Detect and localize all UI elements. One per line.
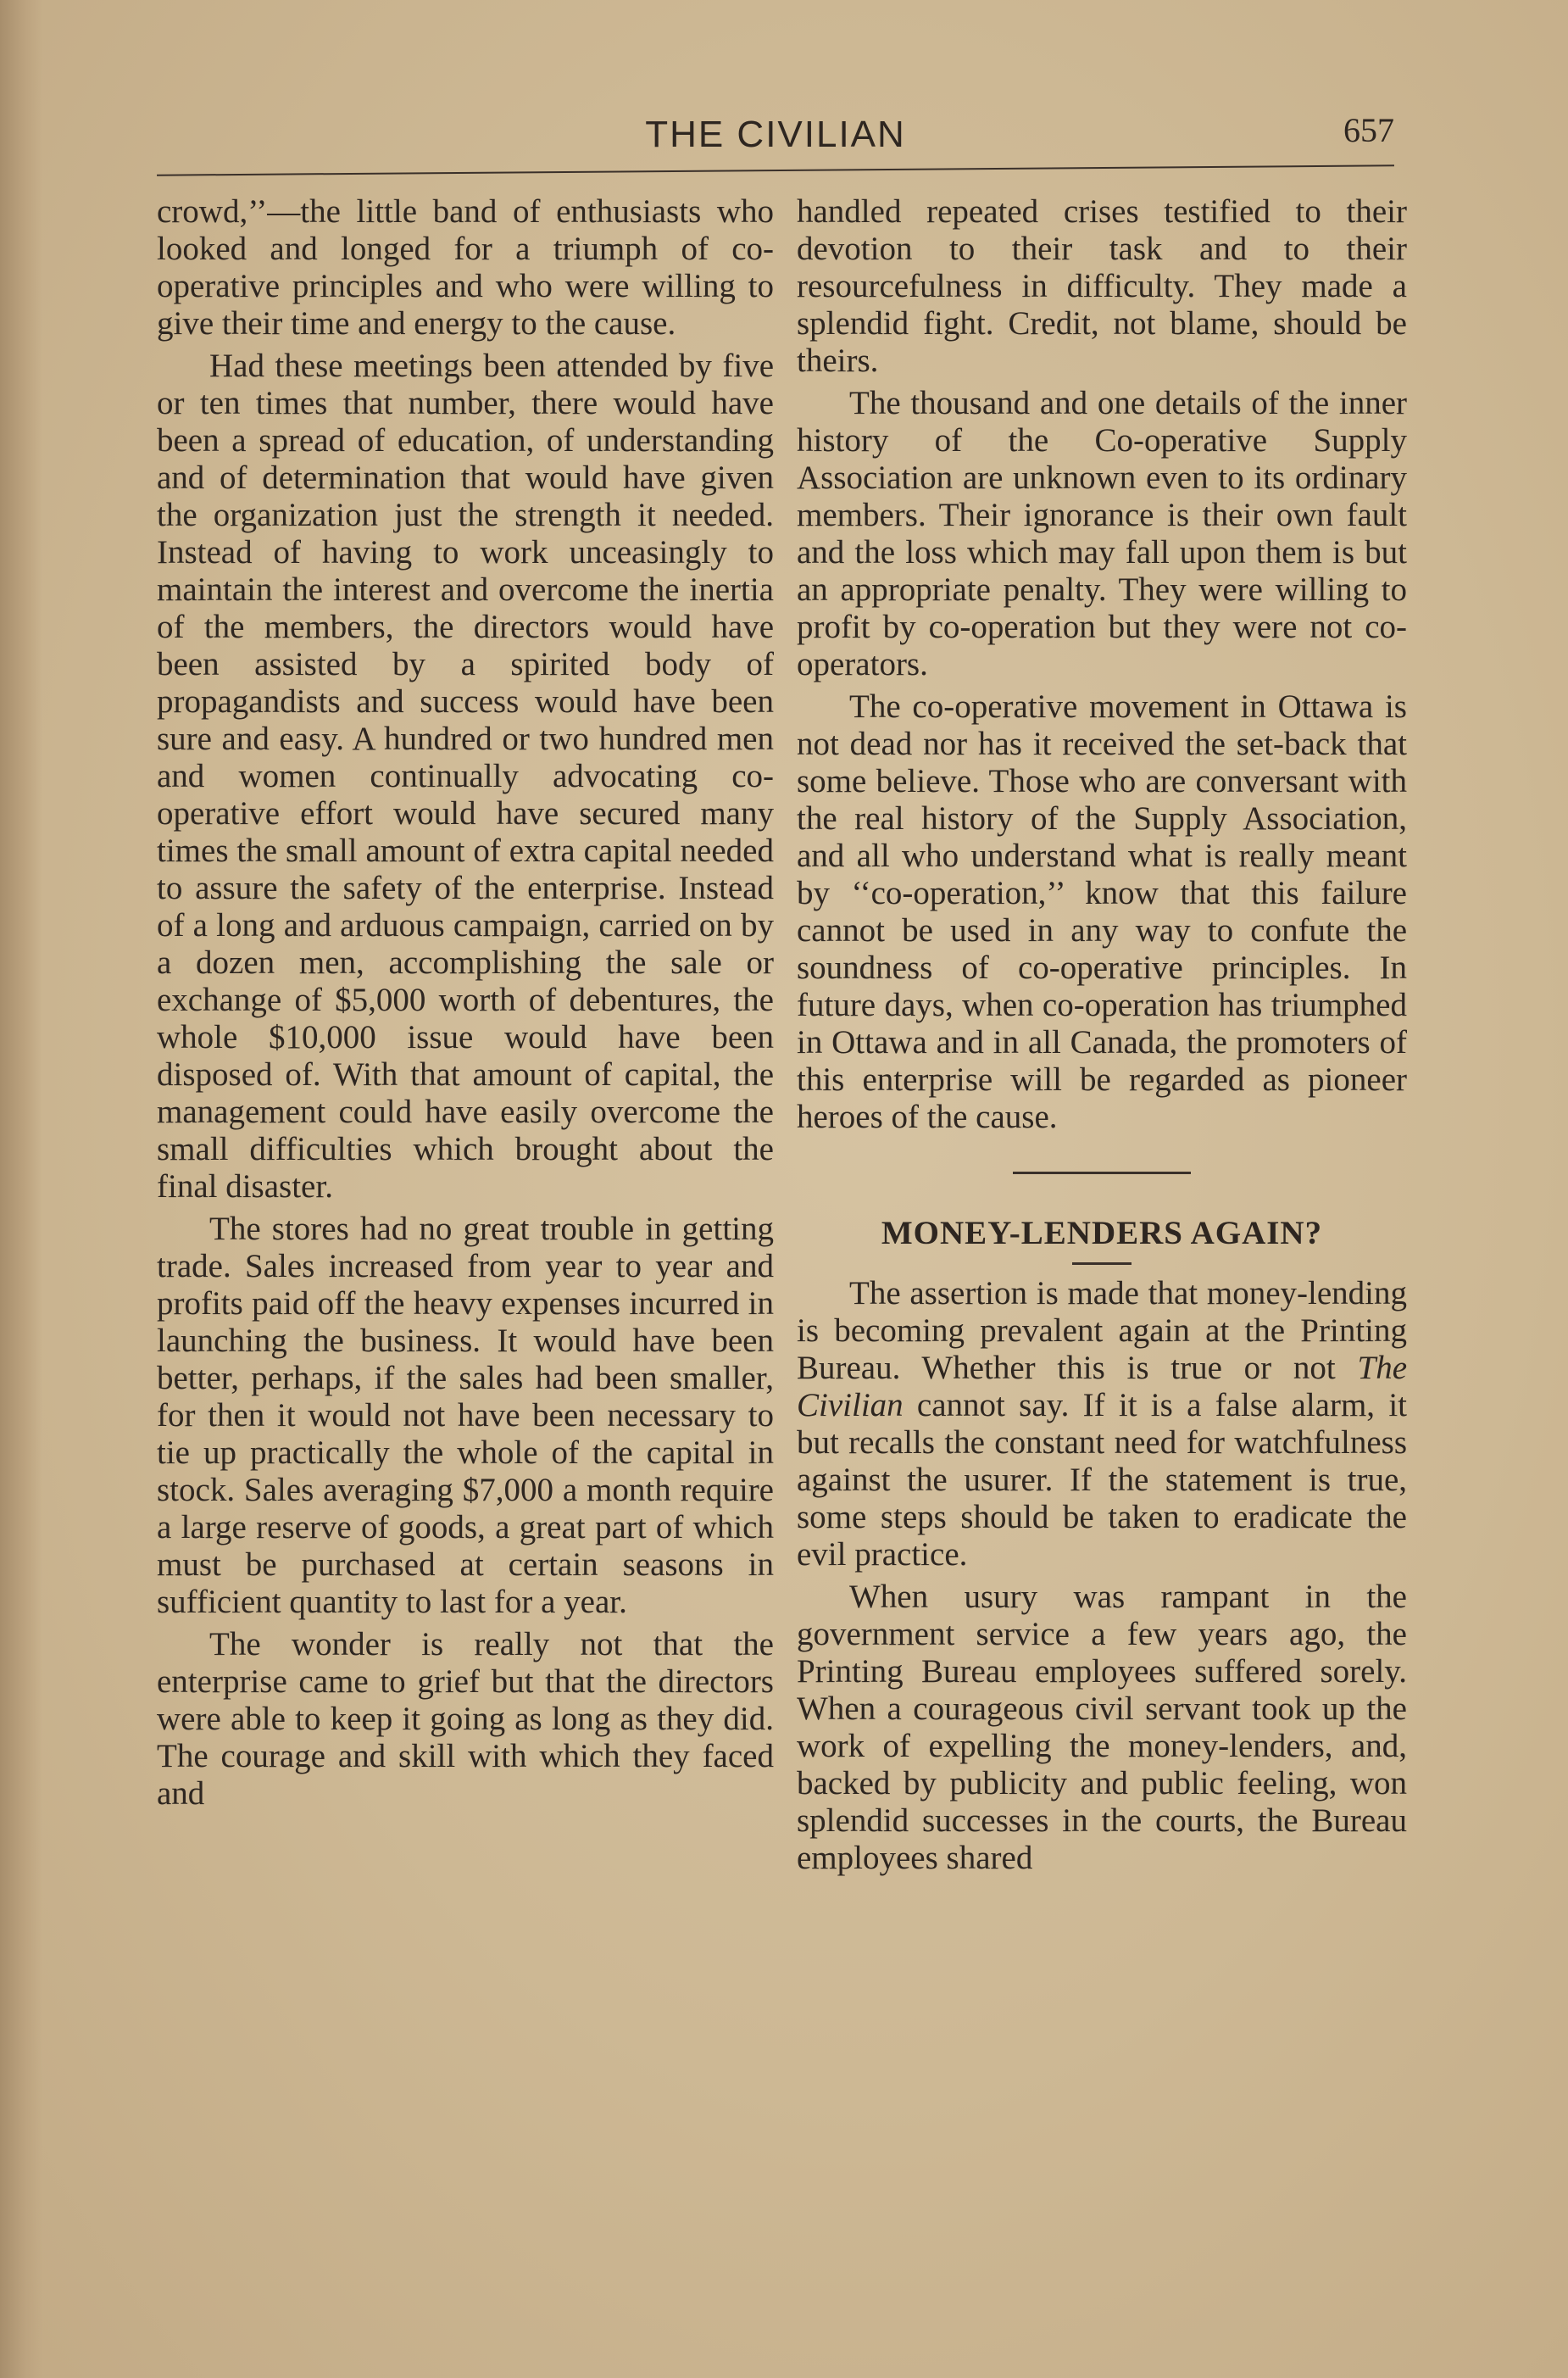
paragraph <box>797 1275 1407 1573</box>
right-column <box>797 193 1407 1882</box>
paragraph: handled repeated crises testified to their devotion to their task and to their resourcefulness in difficulty. They made a splendid fight. Credit, not blame, should be theirs. <box>797 193 1407 379</box>
paragraph-text: The assertion is made that money-lending is becoming prevalent again at the Printing Bureau. Whether this is true or not <box>797 1275 1407 1386</box>
publication-name: The Civilian <box>797 1350 1407 1423</box>
running-head <box>157 110 1394 161</box>
section-heading: MONEY-LENDERS AGAIN? <box>881 1215 1323 1251</box>
section-divider <box>1013 1172 1191 1174</box>
page-number: 657 <box>1343 111 1394 149</box>
paragraph: Had these meetings been attended by five or ten times that number, there would have been a spread of education, of understanding and of determination that would have given the organization just the strength it needed. Instead of having to work unceasingly to maintain the interest and overcome the inertia of the members, the directors would have been assisted by a spirited body of propagandists and success would have been sure and easy. A hundred or two hundred men and women continually advocating co-operative effort would have secured many times the small amount of extra capital needed to assure the safety of the enterprise. Instead of a long and arduous campaign, carried on by a dozen men, accomplishing the sale or exchange of $5,000 worth of debentures, the whole $10,000 issue would have been disposed of. With that amount of capital, the management could have easily overcome the small difficulties which brought about the final disaster. <box>157 348 774 1205</box>
header-rule <box>157 164 1394 175</box>
paragraph: The stores had no great trouble in getting trade. Sales increased from year to year and profits paid off the heavy expenses incurred in launching the business. It would have been better, perhaps, if the sales had been smaller, for then it would not have been necessary to tie up practically the whole of the capital in stock. Sales averaging $7,000 a month require a large reserve of goods, a great part of which must be purchased at certain seasons in sufficient quantity to last for a year. <box>157 1211 774 1620</box>
left-column <box>157 193 774 1818</box>
paragraph-text: cannot say. If it is a false alarm, it but recalls the constant need for watchfulness against the usurer. If the statement is true, some steps should be taken to eradicate the evil practice. <box>797 1387 1407 1573</box>
publication-title: THE CIVILIAN <box>645 114 906 155</box>
paragraph: When usury was rampant in the government service a few years ago, the Printing Bureau employees suffered sorely. When a courageous civil servant took up the work of expelling the money-lenders, and, backed by publicity and public feeling, won splendid successes in the courts, the Bureau employees shared <box>797 1579 1407 1876</box>
paragraph: The co-operative movement in Ottawa is not dead nor has it received the set-back that some believe. Those who are conversant with the real history of the Supply Association, and all who understand what is really meant by ‘‘co-operation,’’ know that this failure cannot be used in any way to confute the soundness of co-operative principles. In future days, when co-operation has triumphed in Ottawa and in all Canada, the promoters of this enterprise will be regarded as pioneer heroes of the cause. <box>797 688 1407 1135</box>
paragraph: The thousand and one details of the inner history of the Co-operative Supply Association are unknown even to its ordinary members. Their ignorance is their own fault and the loss which may fall upon them is but an appropriate penalty. They were willing to profit by co-operation but they were not co-operators. <box>797 385 1407 682</box>
heading-rule <box>1072 1262 1132 1265</box>
paragraph: The wonder is really not that the enterprise came to grief but that the directors were able to keep it going as long as they did. The courage and skill with which they faced and <box>157 1626 774 1812</box>
page-binding-edge <box>0 0 42 2378</box>
paragraph: crowd,’’—the little band of enthusiasts who looked and longed for a triumph of co-operative principles and who were willing to give their time and energy to the cause. <box>157 193 774 342</box>
